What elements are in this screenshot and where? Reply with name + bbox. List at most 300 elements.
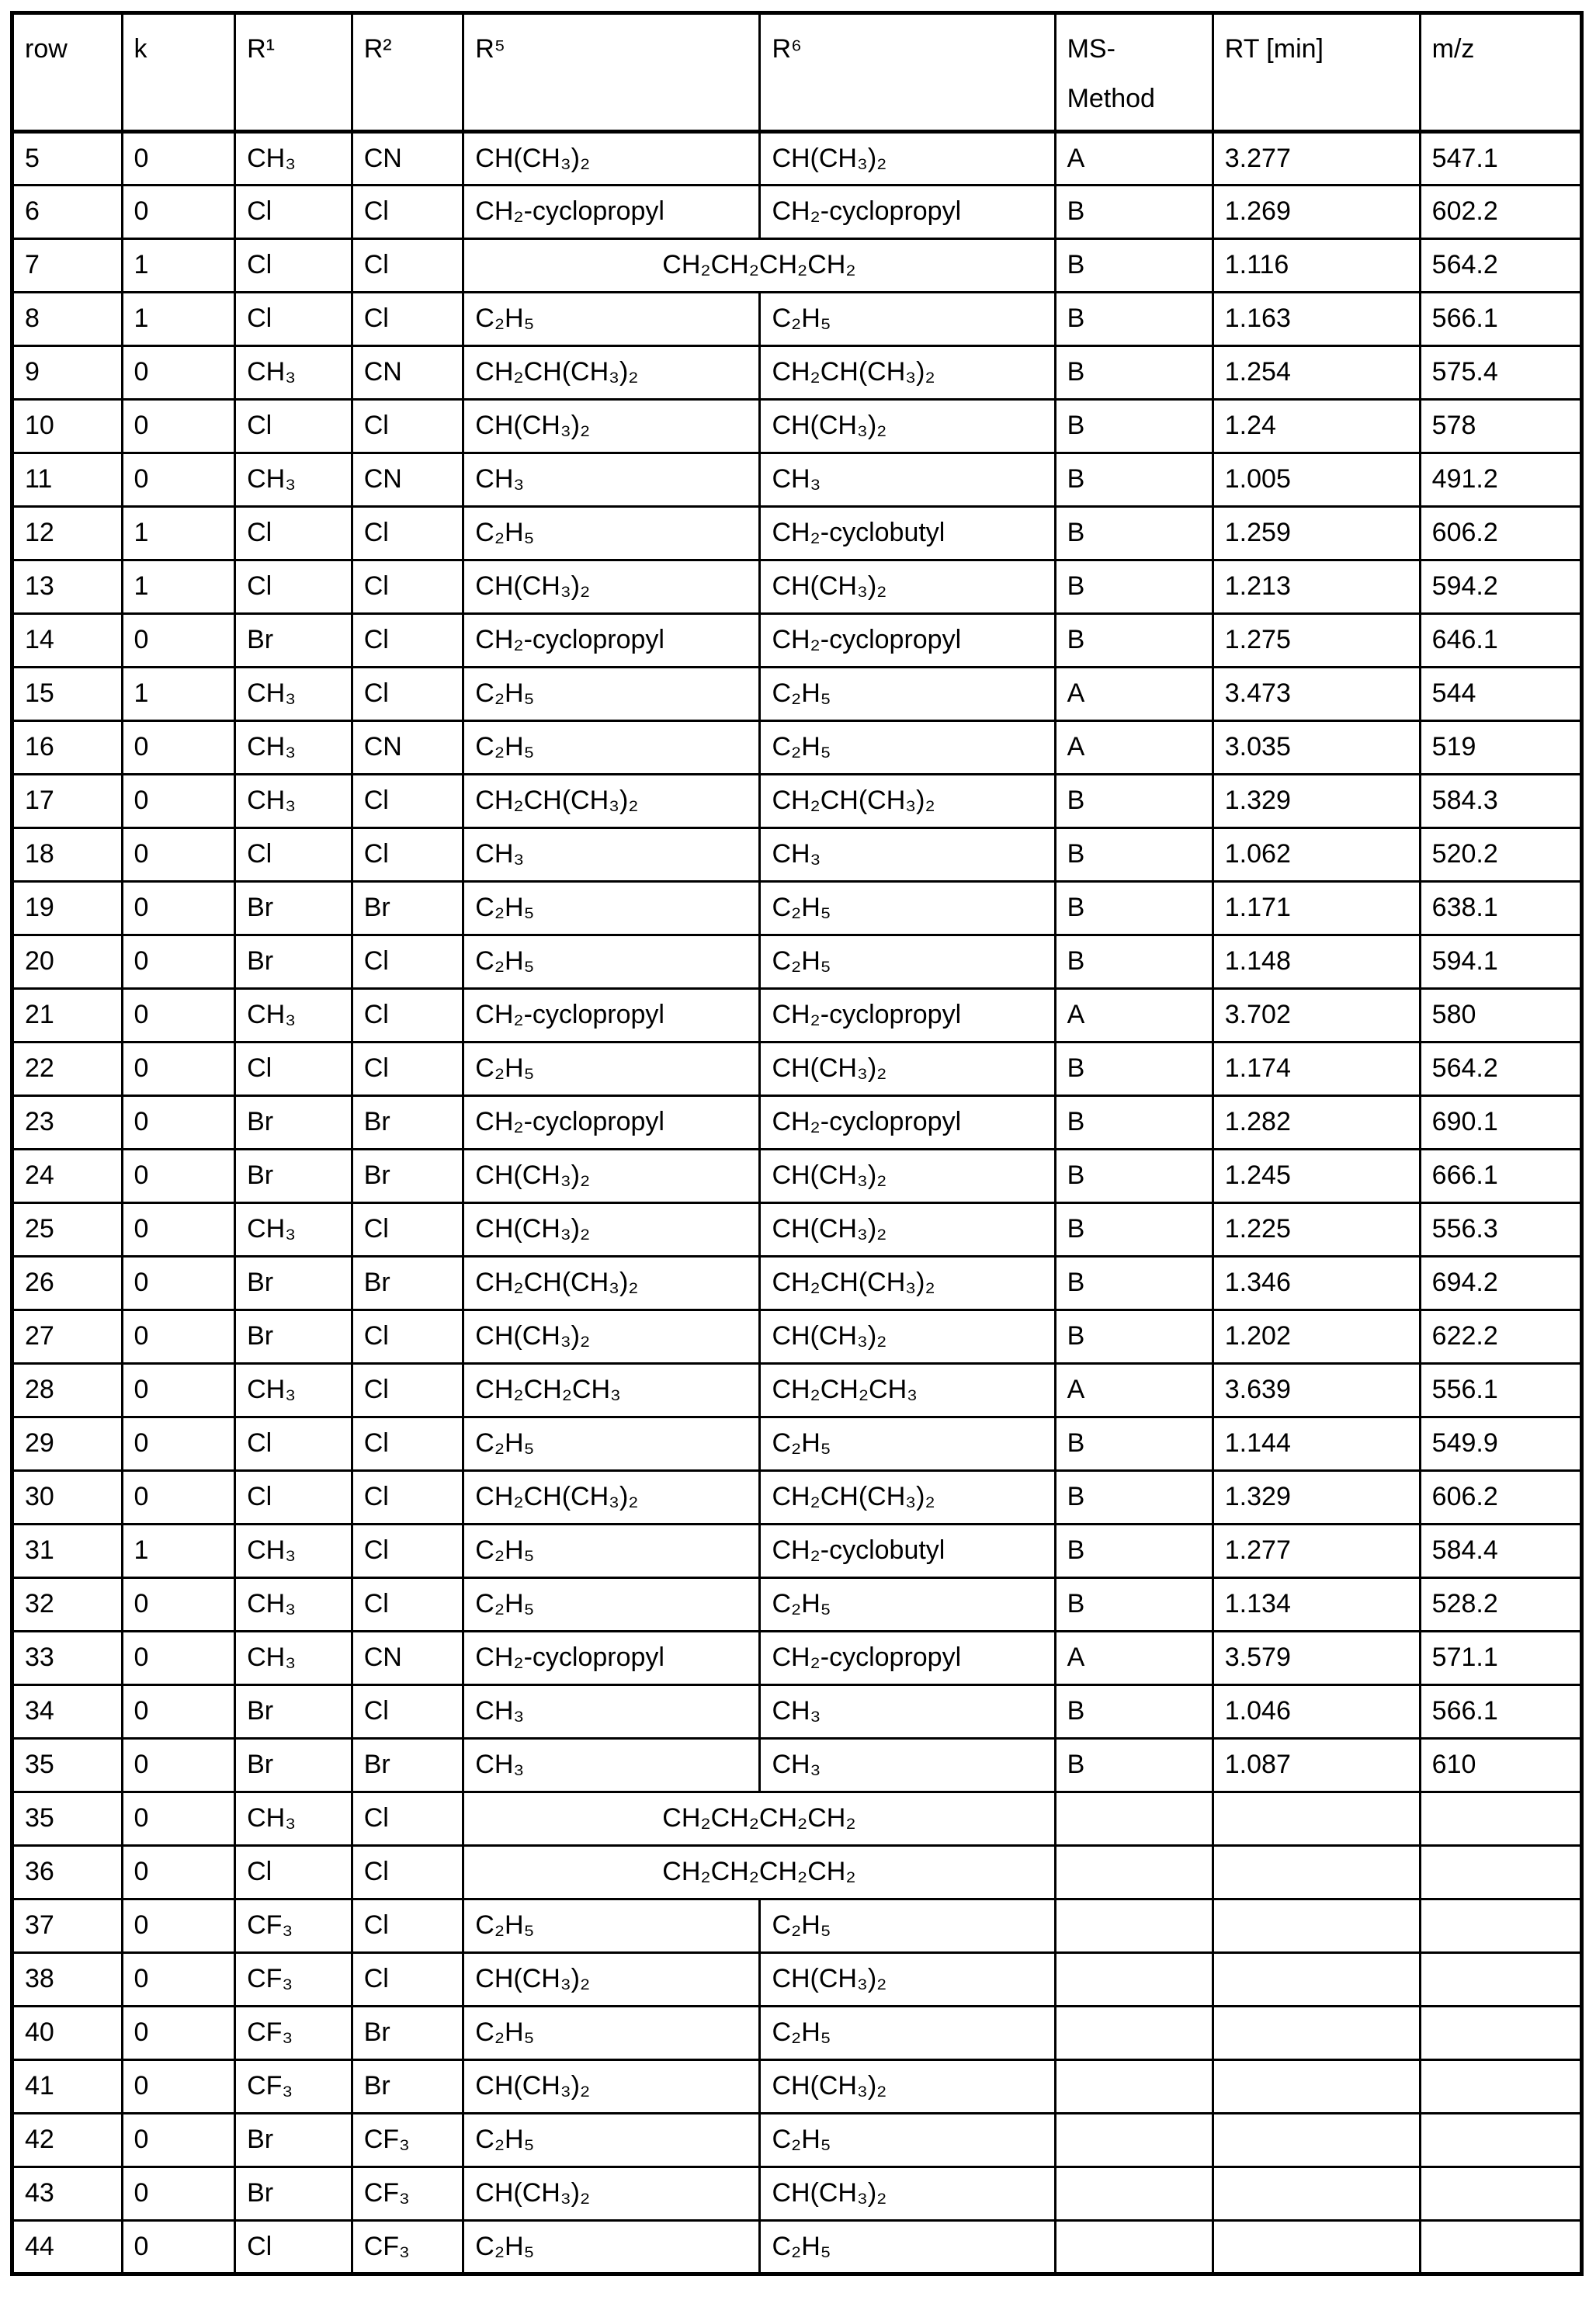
cell-r6: CH(CH₃)₂ [760,400,1055,453]
header-row [12,13,1582,132]
cell-ms: B [1055,453,1213,507]
cell-ms [1055,2060,1213,2114]
cell-r6: CH₂-cyclobutyl [760,507,1055,560]
cell-r5: CH(CH₃)₂ [463,1953,760,2007]
cell-r1: Cl [235,1042,352,1096]
cell-r1: CF₃ [235,1953,352,2007]
cell-r1: Br [235,882,352,935]
table-row [12,1417,1582,1471]
cell-rt [1213,2060,1420,2114]
cell-r2: Cl [352,775,463,828]
column-header-k: k [122,13,235,132]
cell-k: 0 [122,1257,235,1310]
cell-row: 15 [12,668,123,721]
table-body [12,132,1582,2274]
cell-rt: 1.005 [1213,453,1420,507]
cell-r6: C₂H₅ [760,1899,1055,1953]
cell-mz: 547.1 [1420,132,1581,186]
cell-row: 9 [12,346,123,400]
cell-row: 31 [12,1525,123,1578]
cell-r1: Br [235,1150,352,1203]
cell-row: 36 [12,1846,123,1899]
cell-r1: CH₃ [235,721,352,775]
table-row [12,560,1582,614]
cell-ms: B [1055,560,1213,614]
cell-mz: 544 [1420,668,1581,721]
column-header-ms: MS- Method [1055,13,1213,132]
cell-k: 0 [122,2167,235,2221]
cell-mz: 584.3 [1420,775,1581,828]
table-row [12,2060,1582,2114]
cell-k: 0 [122,1953,235,2007]
cell-r6: C₂H₅ [760,1417,1055,1471]
cell-r6: CH₂CH(CH₃)₂ [760,775,1055,828]
cell-r2: Cl [352,186,463,239]
cell-mz: 646.1 [1420,614,1581,668]
cell-rt [1213,1899,1420,1953]
cell-rt: 1.174 [1213,1042,1420,1096]
cell-k: 0 [122,1899,235,1953]
cell-r2: Cl [352,1203,463,1257]
cell-r1: CF₃ [235,2060,352,2114]
cell-ms: B [1055,1525,1213,1578]
cell-r6: CH(CH₃)₂ [760,2167,1055,2221]
table-row [12,1632,1582,1685]
table-row [12,2221,1582,2274]
cell-r6: CH₂-cyclopropyl [760,989,1055,1042]
table-row [12,1364,1582,1417]
cell-k: 0 [122,935,235,989]
cell-rt: 1.269 [1213,186,1420,239]
table-header [12,13,1582,132]
cell-mz: 519 [1420,721,1581,775]
cell-rt: 1.225 [1213,1203,1420,1257]
cell-r6: CH(CH₃)₂ [760,560,1055,614]
cell-rt: 1.282 [1213,1096,1420,1150]
cell-mz: 580 [1420,989,1581,1042]
cell-ms: A [1055,132,1213,186]
cell-rt: 1.24 [1213,400,1420,453]
cell-row: 40 [12,2007,123,2060]
cell-rt: 1.062 [1213,828,1420,882]
cell-r6: CH₂-cyclopropyl [760,614,1055,668]
cell-row: 18 [12,828,123,882]
cell-r2: Cl [352,989,463,1042]
cell-r5: C₂H₅ [463,668,760,721]
cell-r6: CH₃ [760,1739,1055,1792]
cell-r5: CH₃ [463,828,760,882]
cell-r2: CF₃ [352,2167,463,2221]
cell-r5: CH₂CH₂CH₃ [463,1364,760,1417]
table-row [12,1257,1582,1310]
cell-rt [1213,1953,1420,2007]
cell-r6: CH₃ [760,453,1055,507]
table-row [12,989,1582,1042]
cell-ms [1055,2114,1213,2167]
table-row [12,186,1582,239]
cell-k: 0 [122,1578,235,1632]
cell-row: 27 [12,1310,123,1364]
cell-rt: 1.277 [1213,1525,1420,1578]
cell-r5: CH(CH₃)₂ [463,2060,760,2114]
cell-row: 44 [12,2221,123,2274]
cell-r56: CH₂CH₂CH₂CH₂ [463,1792,1055,1846]
cell-k: 0 [122,1792,235,1846]
cell-mz [1420,2221,1581,2274]
cell-r6: CH(CH₃)₂ [760,132,1055,186]
cell-r6: CH(CH₃)₂ [760,2060,1055,2114]
cell-row: 35 [12,1792,123,1846]
cell-r5: CH(CH₃)₂ [463,400,760,453]
cell-r2: Cl [352,293,463,346]
cell-r5: C₂H₅ [463,293,760,346]
cell-ms: B [1055,935,1213,989]
cell-mz: 578 [1420,400,1581,453]
cell-r1: CH₃ [235,346,352,400]
cell-ms: A [1055,1632,1213,1685]
cell-r1: Cl [235,828,352,882]
cell-r2: CN [352,132,463,186]
cell-r5: C₂H₅ [463,1525,760,1578]
cell-rt: 3.277 [1213,132,1420,186]
cell-r1: Cl [235,1846,352,1899]
cell-row: 29 [12,1417,123,1471]
cell-r1: Br [235,935,352,989]
cell-r6: CH₂-cyclopropyl [760,186,1055,239]
cell-r5: CH₂CH(CH₃)₂ [463,775,760,828]
cell-k: 1 [122,1525,235,1578]
cell-row: 21 [12,989,123,1042]
table-row [12,453,1582,507]
cell-k: 0 [122,614,235,668]
cell-r5: C₂H₅ [463,1417,760,1471]
cell-r2: Cl [352,1685,463,1739]
table-row [12,346,1582,400]
cell-rt: 1.275 [1213,614,1420,668]
cell-mz: 690.1 [1420,1096,1581,1150]
cell-r6: C₂H₅ [760,2007,1055,2060]
table-row [12,1310,1582,1364]
cell-rt: 1.202 [1213,1310,1420,1364]
cell-r6: C₂H₅ [760,882,1055,935]
cell-row: 13 [12,560,123,614]
cell-mz: 491.2 [1420,453,1581,507]
cell-ms [1055,2167,1213,2221]
cell-mz: 566.1 [1420,293,1581,346]
cell-mz: 606.2 [1420,507,1581,560]
cell-k: 0 [122,453,235,507]
cell-r1: CH₃ [235,1203,352,1257]
table-row [12,882,1582,935]
cell-r1: CH₃ [235,989,352,1042]
cell-k: 0 [122,1417,235,1471]
cell-r1: Br [235,1257,352,1310]
cell-ms: B [1055,1578,1213,1632]
cell-r5: CH(CH₃)₂ [463,132,760,186]
cell-r2: Br [352,2060,463,2114]
cell-ms: B [1055,507,1213,560]
cell-r2: Br [352,1150,463,1203]
table-row [12,1525,1582,1578]
cell-mz: 575.4 [1420,346,1581,400]
cell-r2: Cl [352,1899,463,1953]
cell-r5: CH(CH₃)₂ [463,1203,760,1257]
cell-rt: 3.473 [1213,668,1420,721]
cell-r6: C₂H₅ [760,293,1055,346]
cell-r6: C₂H₅ [760,2221,1055,2274]
cell-ms: B [1055,346,1213,400]
cell-r2: Cl [352,1417,463,1471]
cell-ms [1055,2007,1213,2060]
cell-row: 24 [12,1150,123,1203]
cell-r6: CH(CH₃)₂ [760,1953,1055,2007]
column-header-row: row [12,13,123,132]
cell-r1: Cl [235,239,352,293]
cell-r5: CH₂-cyclopropyl [463,1632,760,1685]
cell-k: 0 [122,400,235,453]
cell-ms: B [1055,1203,1213,1257]
cell-k: 0 [122,828,235,882]
cell-r1: CH₃ [235,132,352,186]
cell-row: 35 [12,1739,123,1792]
column-header-r5: R⁵ [463,13,760,132]
cell-rt: 3.579 [1213,1632,1420,1685]
cell-ms: B [1055,1417,1213,1471]
cell-r5: CH(CH₃)₂ [463,560,760,614]
cell-row: 32 [12,1578,123,1632]
cell-ms: B [1055,1310,1213,1364]
cell-r2: Cl [352,614,463,668]
cell-r2: Cl [352,507,463,560]
cell-mz: 622.2 [1420,1310,1581,1364]
cell-rt: 1.171 [1213,882,1420,935]
cell-r2: Cl [352,1846,463,1899]
cell-row: 38 [12,1953,123,2007]
cell-mz: 566.1 [1420,1685,1581,1739]
cell-rt: 1.254 [1213,346,1420,400]
cell-r5: CH(CH₃)₂ [463,1310,760,1364]
cell-rt [1213,2221,1420,2274]
table-row [12,293,1582,346]
cell-mz: 694.2 [1420,1257,1581,1310]
cell-row: 22 [12,1042,123,1096]
cell-ms: A [1055,989,1213,1042]
column-header-r6: R⁶ [760,13,1055,132]
compound-table [10,11,1584,2276]
cell-r6: C₂H₅ [760,1578,1055,1632]
cell-r1: Br [235,1739,352,1792]
cell-r6: C₂H₅ [760,935,1055,989]
cell-r2: CF₃ [352,2221,463,2274]
cell-mz: 638.1 [1420,882,1581,935]
cell-r6: CH₂CH(CH₃)₂ [760,1257,1055,1310]
cell-k: 0 [122,1096,235,1150]
cell-row: 8 [12,293,123,346]
cell-r6: CH(CH₃)₂ [760,1150,1055,1203]
cell-r5: C₂H₅ [463,2114,760,2167]
table-row [12,2007,1582,2060]
cell-r2: Cl [352,1310,463,1364]
cell-ms: B [1055,293,1213,346]
cell-r2: CN [352,346,463,400]
cell-ms [1055,1953,1213,2007]
cell-r1: Cl [235,560,352,614]
cell-ms: A [1055,668,1213,721]
cell-mz [1420,2007,1581,2060]
cell-mz [1420,2114,1581,2167]
cell-row: 16 [12,721,123,775]
cell-mz: 594.1 [1420,935,1581,989]
cell-r6: CH₂CH(CH₃)₂ [760,346,1055,400]
cell-mz [1420,1899,1581,1953]
cell-mz [1420,1792,1581,1846]
cell-row: 10 [12,400,123,453]
cell-ms: B [1055,1096,1213,1150]
cell-ms: B [1055,186,1213,239]
cell-row: 23 [12,1096,123,1150]
cell-k: 0 [122,775,235,828]
cell-rt: 3.702 [1213,989,1420,1042]
cell-r56: CH₂CH₂CH₂CH₂ [463,1846,1055,1899]
cell-r2: Cl [352,668,463,721]
table-row [12,721,1582,775]
cell-r2: CF₃ [352,2114,463,2167]
cell-k: 0 [122,1632,235,1685]
cell-k: 0 [122,186,235,239]
cell-k: 1 [122,668,235,721]
cell-row: 26 [12,1257,123,1310]
cell-r5: CH₂CH(CH₃)₂ [463,346,760,400]
cell-r5: CH₂-cyclopropyl [463,186,760,239]
cell-r5: C₂H₅ [463,1578,760,1632]
cell-row: 20 [12,935,123,989]
cell-ms: B [1055,1739,1213,1792]
cell-rt: 1.144 [1213,1417,1420,1471]
cell-r5: CH₃ [463,453,760,507]
cell-k: 1 [122,507,235,560]
cell-ms: B [1055,239,1213,293]
table-row [12,2114,1582,2167]
cell-ms: B [1055,882,1213,935]
cell-k: 0 [122,2060,235,2114]
cell-r1: Cl [235,507,352,560]
cell-rt: 3.035 [1213,721,1420,775]
table-row [12,1150,1582,1203]
cell-ms: B [1055,1685,1213,1739]
cell-r2: Br [352,882,463,935]
cell-rt: 1.329 [1213,775,1420,828]
cell-r1: Cl [235,186,352,239]
cell-ms [1055,2221,1213,2274]
cell-row: 42 [12,2114,123,2167]
cell-mz: 606.2 [1420,1471,1581,1525]
cell-mz: 594.2 [1420,560,1581,614]
cell-mz [1420,2167,1581,2221]
cell-row: 30 [12,1471,123,1525]
cell-k: 0 [122,2114,235,2167]
table-row [12,775,1582,828]
table-row [12,1096,1582,1150]
cell-k: 0 [122,882,235,935]
cell-mz: 584.4 [1420,1525,1581,1578]
table-row [12,1578,1582,1632]
cell-mz: 610 [1420,1739,1581,1792]
cell-r1: Cl [235,2221,352,2274]
table-row [12,507,1582,560]
cell-r6: CH₃ [760,1685,1055,1739]
cell-rt: 1.259 [1213,507,1420,560]
cell-row: 7 [12,239,123,293]
cell-mz [1420,1953,1581,2007]
cell-row: 6 [12,186,123,239]
cell-r1: Br [235,614,352,668]
table-row [12,668,1582,721]
column-header-rt: RT [min] [1213,13,1420,132]
cell-k: 0 [122,2007,235,2060]
cell-k: 0 [122,1471,235,1525]
cell-rt: 1.046 [1213,1685,1420,1739]
cell-ms: B [1055,1042,1213,1096]
cell-ms: B [1055,614,1213,668]
cell-r2: CN [352,721,463,775]
cell-r2: Cl [352,1578,463,1632]
cell-r6: CH₂CH₂CH₃ [760,1364,1055,1417]
cell-r1: Cl [235,1417,352,1471]
cell-r5: C₂H₅ [463,882,760,935]
cell-k: 1 [122,560,235,614]
cell-r5: CH₂CH(CH₃)₂ [463,1257,760,1310]
cell-k: 0 [122,1203,235,1257]
cell-ms: B [1055,775,1213,828]
cell-r6: CH₂-cyclobutyl [760,1525,1055,1578]
cell-mz: 549.9 [1420,1417,1581,1471]
table-row [12,1953,1582,2007]
cell-r6: C₂H₅ [760,721,1055,775]
cell-k: 0 [122,1364,235,1417]
cell-k: 0 [122,1150,235,1203]
cell-rt: 1.087 [1213,1739,1420,1792]
cell-r1: Br [235,1685,352,1739]
cell-r1: CH₃ [235,668,352,721]
cell-mz: 602.2 [1420,186,1581,239]
cell-rt: 1.346 [1213,1257,1420,1310]
cell-r2: Cl [352,1471,463,1525]
cell-rt [1213,2007,1420,2060]
cell-row: 5 [12,132,123,186]
cell-r1: CH₃ [235,453,352,507]
cell-r5: CH(CH₃)₂ [463,2167,760,2221]
cell-r5: CH₂-cyclopropyl [463,989,760,1042]
cell-r2: Br [352,2007,463,2060]
cell-r5: CH(CH₃)₂ [463,1150,760,1203]
table-row [12,1846,1582,1899]
table-row [12,2167,1582,2221]
cell-r6: CH(CH₃)₂ [760,1042,1055,1096]
cell-r5: CH₂CH(CH₃)₂ [463,1471,760,1525]
cell-k: 1 [122,293,235,346]
table-row [12,132,1582,186]
cell-row: 11 [12,453,123,507]
cell-r6: CH₂-cyclopropyl [760,1632,1055,1685]
table-row [12,1685,1582,1739]
table-row [12,1042,1582,1096]
cell-r5: C₂H₅ [463,1899,760,1953]
cell-r2: Cl [352,1364,463,1417]
cell-r1: CH₃ [235,1792,352,1846]
cell-r2: CN [352,453,463,507]
cell-rt: 3.639 [1213,1364,1420,1417]
cell-row: 34 [12,1685,123,1739]
